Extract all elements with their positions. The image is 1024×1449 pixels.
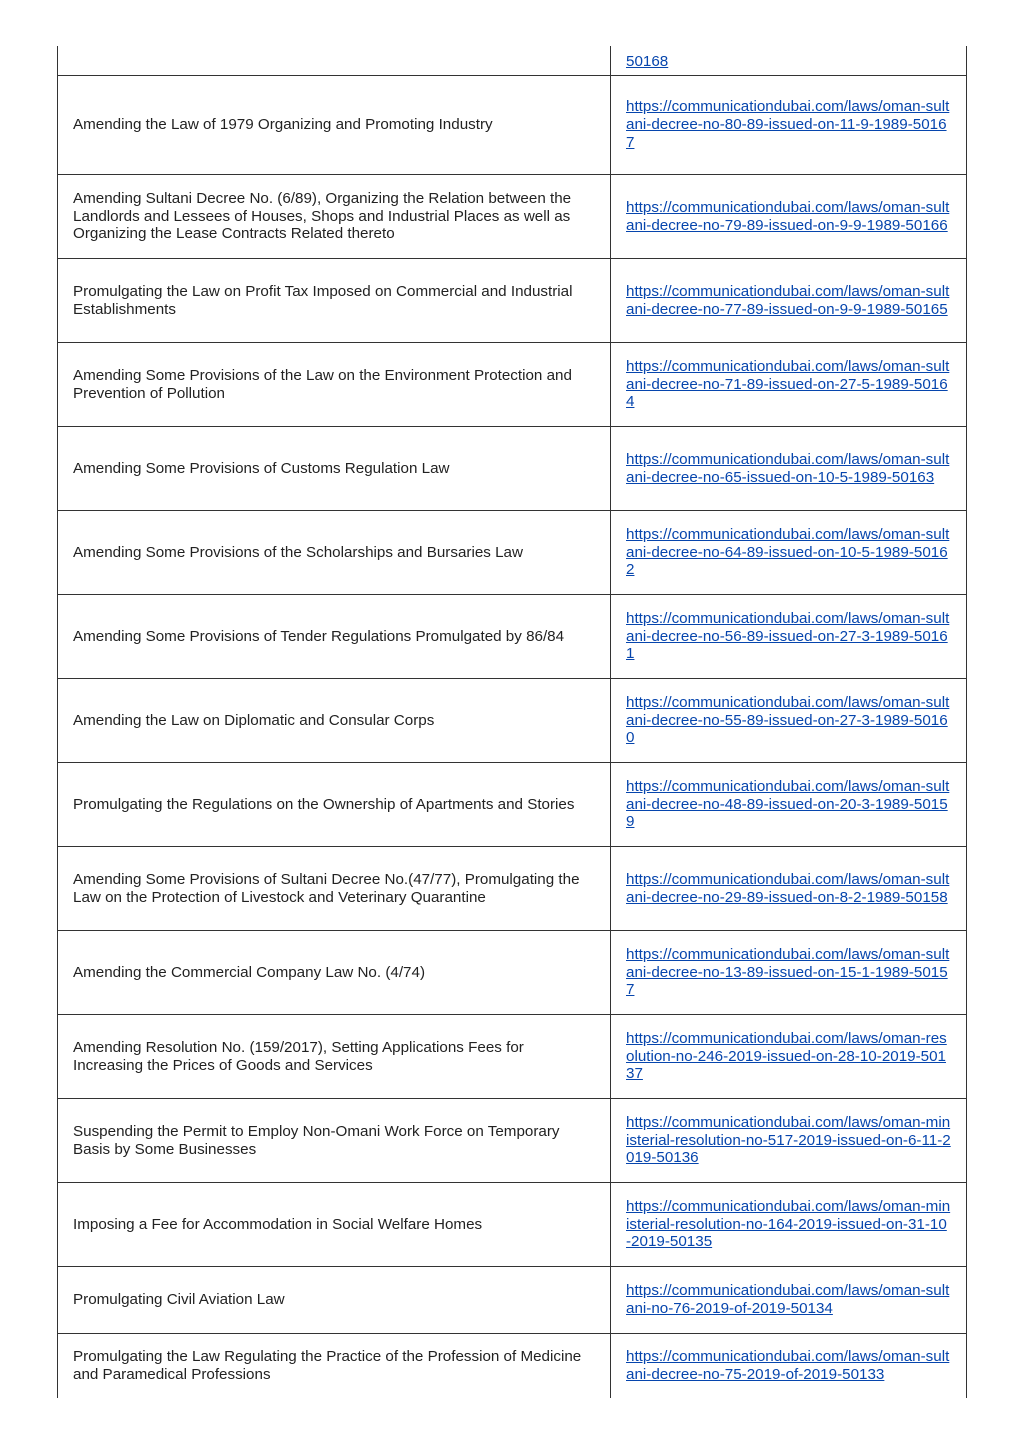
law-link-cell [611,931,967,1015]
table-row [58,46,967,76]
law-title: Amending Some Provisions of Sultani Decree No.(47/77), Promulgating the Law on the Protection of Livestock and Veterinary Quarantine [58,847,611,931]
law-link-cell [611,1099,967,1183]
law-title: Suspending the Permit to Employ Non-Omani Work Force on Temporary Basis by Some Businesses [58,1099,611,1183]
law-link[interactable]: https://communicationdubai.com/laws/oman-ministerial-resolution-no-164-2019-issued-on-31-10-2019-50135 [626,1197,951,1251]
law-link-cell [611,1267,967,1334]
law-link-cell [611,763,967,847]
law-link[interactable]: https://communicationdubai.com/laws/oman-sultani-decree-no-64-89-issued-on-10-5-1989-50162 [626,525,950,579]
law-link-cell [611,595,967,679]
law-link[interactable]: https://communicationdubai.com/laws/oman-sultani-no-76-2019-of-2019-50134 [626,1282,950,1317]
law-link[interactable]: 50168 [626,53,669,71]
law-link[interactable]: https://communicationdubai.com/laws/oman-sultani-decree-no-48-89-issued-on-20-3-1989-50159 [626,777,950,831]
law-title: Promulgating Civil Aviation Law [58,1267,611,1334]
law-link-cell [611,679,967,763]
law-title: Promulgating the Law on Profit Tax Imposed on Commercial and Industrial Establishments [58,259,611,343]
law-link-cell [611,46,967,76]
table-row [58,1099,967,1183]
table-row [58,427,967,511]
law-link[interactable]: https://communicationdubai.com/laws/oman-sultani-decree-no-80-89-issued-on-11-9-1989-50167 [626,98,950,151]
table-row [58,931,967,1015]
table-row [58,259,967,343]
law-title: Amending Some Provisions of Tender Regulations Promulgated by 86/84 [58,595,611,679]
table-row [58,679,967,763]
table-row [58,1267,967,1334]
table-row [58,511,967,595]
law-link[interactable]: https://communicationdubai.com/laws/oman-sultani-decree-no-29-89-issued-on-8-2-1989-50158 [626,870,950,906]
laws-table [57,46,967,1398]
law-link-cell [611,76,967,175]
law-link[interactable]: https://communicationdubai.com/laws/oman-sultani-decree-no-71-89-issued-on-27-5-1989-50164 [626,357,950,411]
law-link-cell [611,259,967,343]
law-link-cell [611,427,967,511]
law-link[interactable]: https://communicationdubai.com/laws/oman-sultani-decree-no-77-89-issued-on-9-9-1989-50165 [626,282,950,318]
table-row [58,1183,967,1267]
law-title: Amending Sultani Decree No. (6/89), Organizing the Relation between the Landlords and Lessees of Houses, Shops and Industrial Places as well as Organizing the Lease Contracts Related thereto [58,175,611,259]
law-link-cell [611,175,967,259]
table-row [58,175,967,259]
law-link[interactable]: https://communicationdubai.com/laws/oman-sultani-decree-no-65-issued-on-10-5-1989-50163 [626,450,950,486]
table-row [58,847,967,931]
law-title: Amending Some Provisions of the Scholarships and Bursaries Law [58,511,611,595]
law-link[interactable]: https://communicationdubai.com/laws/oman-sultani-decree-no-79-89-issued-on-9-9-1989-50166 [626,198,950,234]
law-title: Amending Some Provisions of Customs Regulation Law [58,427,611,511]
table-row [58,343,967,427]
law-title: Imposing a Fee for Accommodation in Social Welfare Homes [58,1183,611,1267]
law-title: Amending Resolution No. (159/2017), Setting Applications Fees for Increasing the Prices of Goods and Services [58,1015,611,1099]
law-link-cell [611,1334,967,1399]
law-title: Promulgating the Regulations on the Ownership of Apartments and Stories [58,763,611,847]
law-link-cell [611,343,967,427]
law-title [58,46,611,76]
law-title: Promulgating the Law Regulating the Practice of the Profession of Medicine and Paramedical Professions [58,1334,611,1399]
table-row [58,76,967,175]
table-row [58,1334,967,1399]
law-link-cell [611,847,967,931]
law-link[interactable]: https://communicationdubai.com/laws/oman-sultani-decree-no-55-89-issued-on-27-3-1989-50160 [626,693,950,747]
law-title: Amending the Commercial Company Law No. (4/74) [58,931,611,1015]
law-title: Amending Some Provisions of the Law on the Environment Protection and Prevention of Pollution [58,343,611,427]
table-row [58,595,967,679]
law-link[interactable]: https://communicationdubai.com/laws/oman-sultani-decree-no-56-89-issued-on-27-3-1989-50161 [626,609,950,663]
law-link[interactable]: https://communicationdubai.com/laws/oman-resolution-no-246-2019-issued-on-28-10-2019-50137 [626,1029,947,1083]
law-link[interactable]: https://communicationdubai.com/laws/oman-ministerial-resolution-no-517-2019-issued-on-6-11-2019-50136 [626,1113,951,1167]
law-title: Amending the Law on Diplomatic and Consular Corps [58,679,611,763]
law-link-cell [611,511,967,595]
law-link-cell [611,1183,967,1267]
law-link-cell [611,1015,967,1099]
law-link[interactable]: https://communicationdubai.com/laws/oman-sultani-decree-no-75-2019-of-2019-50133 [626,1348,950,1383]
table-row [58,763,967,847]
law-title: Amending the Law of 1979 Organizing and Promoting Industry [58,76,611,175]
law-link[interactable]: https://communicationdubai.com/laws/oman-sultani-decree-no-13-89-issued-on-15-1-1989-50157 [626,945,950,999]
table-row [58,1015,967,1099]
